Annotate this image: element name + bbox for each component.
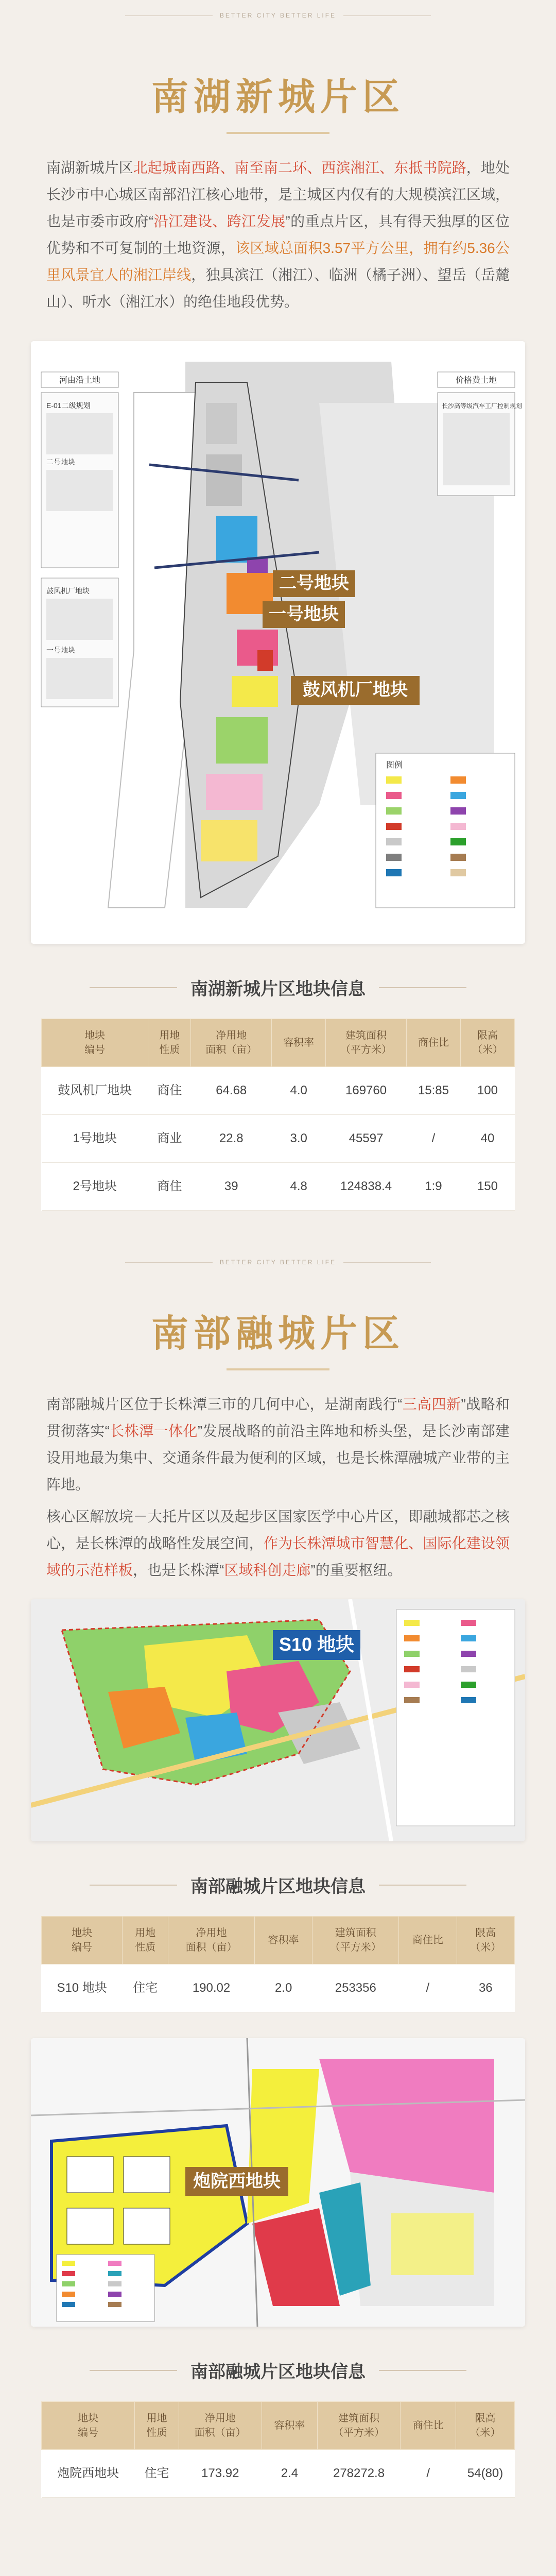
divider: [379, 987, 466, 988]
divider: [379, 2370, 466, 2371]
table-title: 南部融城片区地块信息: [190, 2362, 366, 2382]
table-cell: 253356: [312, 1964, 399, 2012]
table-cell: 1:9: [406, 1163, 460, 1211]
table-cell: 150: [460, 1163, 514, 1211]
paragraph-text: ，也是长株潭“: [133, 1562, 224, 1578]
table-cell: 39: [191, 1163, 272, 1211]
table-title: 南湖新城片区地块信息: [190, 979, 366, 999]
table-row: [42, 1067, 515, 1115]
title-underline: [227, 1368, 329, 1370]
plot-label: 鼓风机厂地块: [303, 680, 408, 700]
column-header: 地块 编号: [42, 2402, 135, 2450]
paoyuanxi-map: [31, 2038, 525, 2327]
column-header: 地块 编号: [42, 1019, 148, 1067]
table-cell: 54(80): [456, 2450, 515, 2498]
paragraph-text: 南湖新城片区: [46, 160, 133, 176]
map-note: 二号地块: [46, 458, 75, 466]
column-header: 建筑面积 （平方米）: [317, 2402, 400, 2450]
table-cell: 2.4: [262, 2450, 317, 2498]
paragraph-text: 核心区解放垸－大托片区以及起步区国家医学中心片区，即融城都芯之核心，是长株潭的战略性发展空间，: [46, 1509, 510, 1551]
paragraph-text: ，独具滨江（湘江）、临洲（橘子洲）、望岳（岳麓山）、听水（湘江水）的绝佳地段优势。: [46, 267, 510, 310]
table-cell: 278272.8: [317, 2450, 400, 2498]
table-cell: 4.0: [272, 1067, 326, 1115]
map-illustration: [31, 2038, 525, 2327]
table-cell: 64.68: [191, 1067, 272, 1115]
highlight-text: 该区域总面积3.57平方公里，拥有约5.36公里风景宜人的湘江岸线: [46, 240, 510, 283]
table-cell: 商住: [148, 1163, 191, 1211]
column-header: 用地 性质: [135, 2402, 179, 2450]
table-header-row: [42, 2402, 515, 2450]
table-cell: 22.8: [191, 1115, 272, 1163]
table-cell: 商住: [148, 1067, 191, 1115]
paragraph-text: 南部融城片区位于长株潭三市的几何中心，是湖南践行“: [46, 1396, 403, 1412]
brand-slogan: BETTER CITY BETTER LIFE: [219, 12, 337, 19]
column-header: 净用地 面积（亩）: [191, 1019, 272, 1067]
divider: [379, 1885, 466, 1886]
intro-paragraph: [46, 1391, 510, 1498]
top-brand-bar: [0, 0, 556, 31]
table-cell: 鼓风机厂地块: [42, 1067, 148, 1115]
highlight-text: 长株潭一体化: [110, 1423, 198, 1439]
intro-paragraph-2: [46, 1503, 510, 1584]
table-cell: 住宅: [123, 1964, 168, 2012]
plot-table-s10: [41, 1916, 515, 2012]
plot-label: S10 地块: [279, 1634, 355, 1655]
table-heading: [0, 975, 556, 1000]
highlight-text: 北起城南西路、南至南二环、西滨湘江、东抵书院路: [133, 160, 466, 176]
mid-brand-bar: [0, 1242, 556, 1283]
table-cell: 1号地块: [42, 1115, 148, 1163]
column-header: 商住比: [406, 1019, 460, 1067]
column-header: 容积率: [262, 2402, 317, 2450]
brand-slogan: BETTER CITY BETTER LIFE: [219, 1259, 337, 1266]
section-title-text: 南部融城片区: [151, 1313, 405, 1354]
plot-label: 一号地块: [269, 604, 339, 624]
right-box-title: 价格费土地: [455, 376, 497, 385]
table-cell: /: [401, 2450, 456, 2498]
divider: [90, 987, 177, 988]
table-cell: 173.92: [179, 2450, 262, 2498]
plot-label: 二号地块: [279, 573, 349, 593]
column-header: 限高 （米）: [457, 1917, 514, 1964]
table-cell: 36: [457, 1964, 514, 2012]
table-cell: 169760: [326, 1067, 407, 1115]
table-cell: 40: [460, 1115, 514, 1163]
table-header-row: [42, 1917, 515, 1964]
table-cell: 2号地块: [42, 1163, 148, 1211]
table-row: [42, 1115, 515, 1163]
section-title: [0, 1303, 556, 1370]
table-cell: 45597: [326, 1115, 407, 1163]
column-header: 地块 编号: [42, 1917, 123, 1964]
brand-line: [125, 12, 431, 19]
map-note: 长沙高等级汽车工厂控制规划: [442, 402, 523, 410]
left-box-title: 河由沿土地: [59, 376, 101, 385]
divider: [125, 1262, 213, 1263]
column-header: 限高 （米）: [456, 2402, 515, 2450]
table-cell: 炮院西地块: [42, 2450, 135, 2498]
table-title: 南部融城片区地块信息: [190, 1877, 366, 1896]
highlight-text: 区域科创走廊: [224, 1562, 311, 1578]
column-header: 净用地 面积（亩）: [179, 2402, 262, 2450]
title-underline: [227, 132, 329, 134]
table-cell: 100: [460, 1067, 514, 1115]
map-illustration: [31, 1599, 525, 1841]
divider: [125, 15, 213, 16]
divider: [90, 2370, 177, 2371]
highlight-text: 作为长株潭城市智慧化、国际化建设领域的示范样板: [46, 1535, 510, 1578]
table-cell: /: [406, 1115, 460, 1163]
table-heading: [0, 2358, 556, 2383]
table-row: [42, 1964, 515, 2012]
column-header: 容积率: [254, 1917, 312, 1964]
s10-map: [31, 1599, 525, 1841]
table-row: [42, 2450, 515, 2498]
section-title: [0, 67, 556, 134]
intro-paragraph: [46, 155, 510, 315]
brand-line: [125, 1259, 431, 1266]
table-cell: /: [399, 1964, 457, 2012]
table-cell: 4.8: [272, 1163, 326, 1211]
table-cell: 15:85: [406, 1067, 460, 1115]
column-header: 建筑面积 （平方米）: [312, 1917, 399, 1964]
plot-table-paoyuanxi: [41, 2401, 515, 2498]
section-title-text: 南湖新城片区: [151, 77, 405, 118]
table-cell: 商业: [148, 1115, 191, 1163]
table-cell: 124838.4: [326, 1163, 407, 1211]
divider: [343, 15, 431, 16]
column-header: 商住比: [401, 2402, 456, 2450]
paragraph-text: ”的重要枢纽。: [310, 1562, 402, 1578]
table-cell: 2.0: [254, 1964, 312, 2012]
table-header-row: [42, 1019, 515, 1067]
divider: [90, 1885, 177, 1886]
paragraph-text: ，地处长沙市中心城区南部沿江核心地带，是主城区内仅有的大规模滨江区域，也是市委市政府“: [46, 160, 510, 229]
plot-label: 炮院西地块: [193, 2172, 281, 2191]
highlight-text: 三高四新: [402, 1396, 461, 1412]
table-heading: [0, 1872, 556, 1897]
paragraph-text: ”发展战略的前沿主阵地和桥头堡，是长沙南部建设用地最为集中、交通条件最为便利的区域，也是长株潭融城产业带的主阵地。: [46, 1423, 510, 1493]
plot-table-nanhu: [41, 1019, 515, 1211]
column-header: 用地 性质: [148, 1019, 191, 1067]
table-cell: 3.0: [272, 1115, 326, 1163]
highlight-text: 沿江建设、跨江发展: [153, 213, 286, 229]
table-cell: 190.02: [168, 1964, 255, 2012]
paragraph-text: ”的重点片区，具有得天独厚的区位优势和不可复制的土地资源，: [46, 213, 510, 256]
map-note: E-01二级规划: [46, 401, 91, 410]
nanhu-map: [31, 341, 525, 944]
column-header: 用地 性质: [123, 1917, 168, 1964]
legend-title: 图例: [386, 761, 403, 770]
map-note: 鼓风机厂地块: [46, 587, 90, 595]
map-note: 一号地块: [46, 646, 75, 654]
paragraph-text: ”战略和贯彻落实“: [46, 1396, 510, 1439]
column-header: 限高 （米）: [460, 1019, 514, 1067]
map-illustration: [31, 341, 525, 944]
column-header: 商住比: [399, 1917, 457, 1964]
table-cell: 住宅: [135, 2450, 179, 2498]
column-header: 容积率: [272, 1019, 326, 1067]
table-cell: S10 地块: [42, 1964, 123, 2012]
column-header: 净用地 面积（亩）: [168, 1917, 255, 1964]
divider: [343, 1262, 431, 1263]
table-row: [42, 1163, 515, 1211]
column-header: 建筑面积 （平方米）: [326, 1019, 407, 1067]
